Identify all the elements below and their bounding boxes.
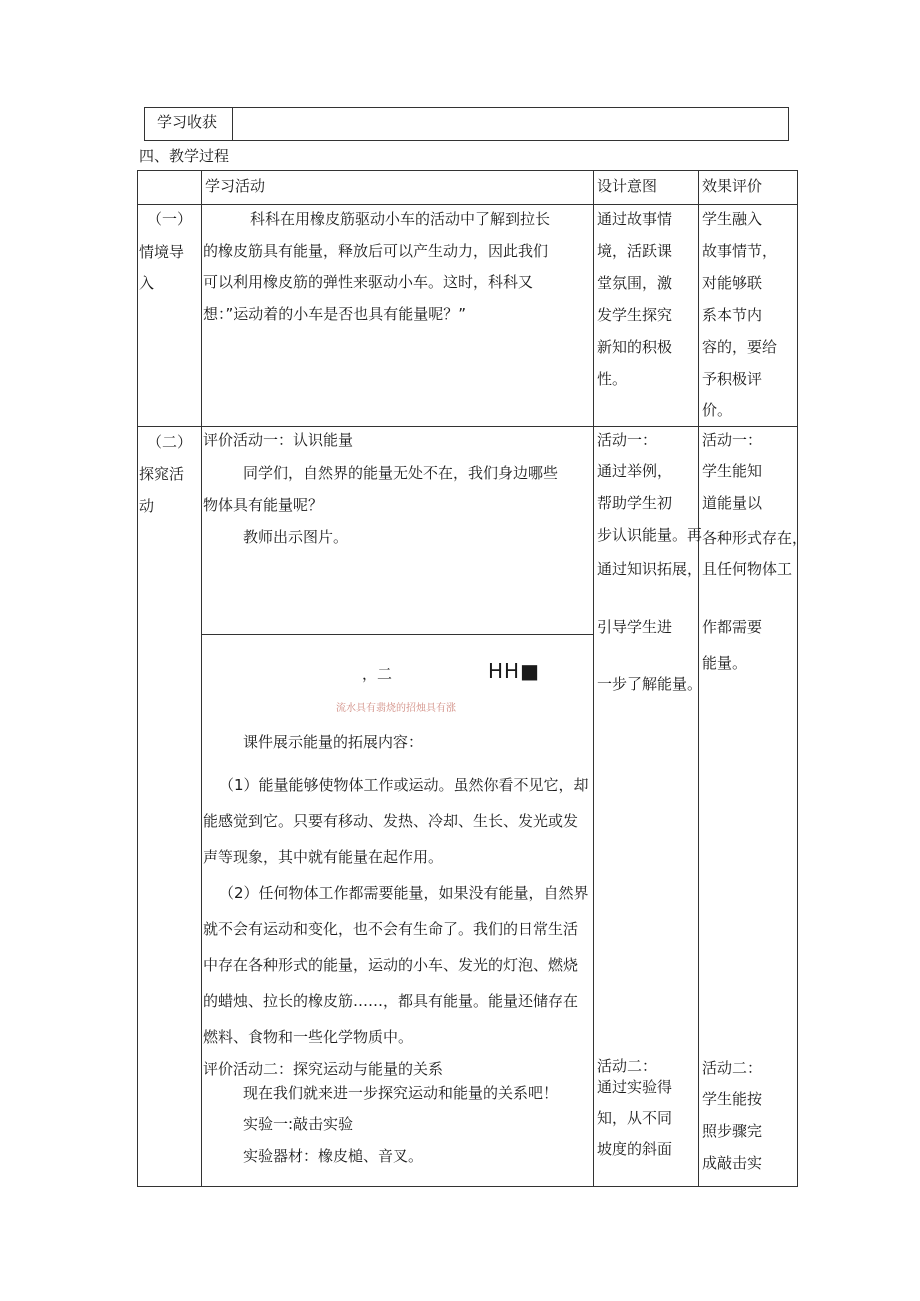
activity-text: 可以利用橡皮筋的弹性来驱动小车。这时，科科又 [203, 273, 534, 291]
evaluation-text: 系本节内 [702, 306, 763, 324]
activity-text: 科科在用橡皮筋驱动小车的活动中了解到拉长 [250, 210, 551, 228]
intent-text: 知，从不同 [597, 1109, 673, 1127]
activity-text: 的蜡烛、拉长的橡皮筋……，都具有能量。能量还储存在 [203, 992, 579, 1010]
intent-text: 坡度的斜面 [597, 1140, 673, 1158]
intent-text: 活动二： [597, 1057, 658, 1075]
activity-heading: 评价活动二：探究运动与能量的关系 [203, 1060, 444, 1078]
evaluation-text: 成敲击实 [702, 1154, 763, 1172]
evaluation-text: 照步骤完 [702, 1122, 763, 1140]
activity-text: 现在我们就来进一步探究运动和能量的关系吧！ [243, 1084, 559, 1102]
evaluation-text: 学生融入 [702, 210, 763, 228]
activity-text: 同学们，自然界的能量无处不在，我们身边哪些 [243, 464, 559, 482]
intent-text: 引导学生进 [597, 618, 673, 636]
activity-text: （1）能量能够使物体工作或运动。虽然你看不见它，却 [219, 776, 589, 794]
intent-text: 新知的积极 [597, 338, 673, 356]
evaluation-text: 价。 [702, 401, 733, 419]
activity-text: 声等现象，其中就有能量在起作用。 [203, 848, 444, 866]
activity-text: 的橡皮筋具有能量，释放后可以产生动力，因此我们 [203, 242, 549, 260]
evaluation-text: 对能够联 [702, 274, 763, 292]
section-heading: 四、教学过程 [139, 147, 230, 165]
evaluation-text: 活动二： [702, 1059, 763, 1077]
evaluation-text: 予积极评 [702, 370, 763, 388]
evaluation-text: 活动一： [702, 431, 763, 449]
activity-text: 就不会有运动和变化，也不会有生命了。我们的日常生活 [203, 920, 579, 938]
evaluation-text: 道能量以 [702, 494, 763, 512]
evaluation-text: 各种形式存在， [702, 529, 808, 547]
evaluation-text: 能量。 [702, 654, 748, 672]
header-evaluation: 效果评价 [702, 177, 763, 195]
activity-text: 实验一:敲击实验 [243, 1115, 354, 1133]
intent-text: 发学生探究 [597, 306, 673, 324]
intent-text: 性。 [597, 370, 628, 388]
activity-text: 教师出示图片。 [243, 528, 349, 546]
evaluation-text: 学生能按 [702, 1090, 763, 1108]
activity-heading: 评价活动一：认识能量 [203, 431, 354, 449]
activity-text: 课件展示能量的拓展内容： [243, 733, 424, 751]
evaluation-text: 容的，要给 [702, 338, 778, 356]
image-text-left: ，二 [362, 665, 393, 683]
evaluation-text: 学生能知 [702, 462, 763, 480]
header-intent: 设计意图 [597, 177, 658, 195]
header-activity: 学习活动 [205, 177, 266, 195]
stage-label: （二） [147, 433, 193, 451]
intent-text: 通过故事情 [597, 210, 673, 228]
activity-text: （2）任何物体工作都需要能量，如果没有能量，自然界 [219, 884, 589, 902]
intent-text: 通过实验得 [597, 1078, 673, 1096]
intent-text: 步认识能量。再 [597, 526, 703, 544]
stage-label: （一） [147, 210, 193, 228]
activity-text: 想：”运动着的小车是否也具有能量呢？” [203, 305, 467, 323]
intent-text: 活动一： [597, 431, 658, 449]
stage-label: 情境导 [139, 243, 185, 261]
intent-text: 一步了解能量。 [597, 675, 703, 693]
activity-text: 燃料、食物和一些化学物质中。 [203, 1028, 414, 1046]
intent-text: 通过知识拓展， [597, 560, 703, 578]
stage-label: 动 [139, 497, 155, 515]
image-text-right: HH■ [488, 659, 540, 683]
activity-text: 实验器材：橡皮槌、音叉。 [243, 1147, 424, 1165]
intent-text: 境，活跃课 [597, 242, 673, 260]
image-caption: 流水具有翡烧的招烛具有涨 [336, 703, 456, 714]
evaluation-text: 故事情节， [702, 242, 778, 260]
activity-text: 能感觉到它。只要有移动、发热、冷却、生长、发光或发 [203, 812, 579, 830]
activity-text: 中存在各种形式的能量，运动的小车、发光的灯泡、燃烧 [203, 956, 579, 974]
intent-text: 堂氛围，激 [597, 274, 673, 292]
stage-label: 入 [139, 274, 155, 292]
evaluation-text: 且任何物体工 [702, 560, 793, 578]
activity-text: 物体具有能量呢？ [203, 496, 324, 514]
evaluation-text: 作都需要 [702, 618, 763, 636]
intent-text: 帮助学生初 [597, 494, 673, 512]
intent-text: 通过举例， [597, 462, 673, 480]
summary-label: 学习收获 [157, 113, 218, 131]
stage-label: 探窕活 [139, 465, 185, 483]
